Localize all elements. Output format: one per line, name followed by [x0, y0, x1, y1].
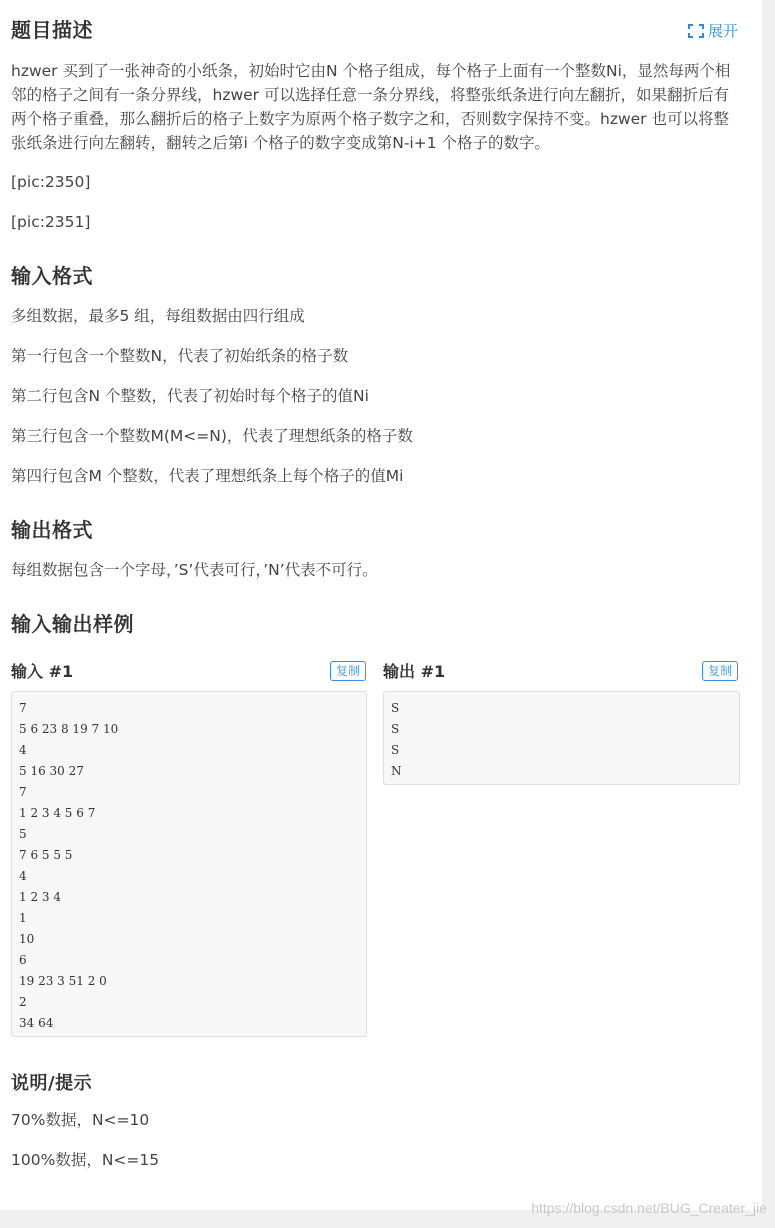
- watermark: https://blog.csdn.net/BUG_Creater_jie: [531, 1200, 767, 1216]
- input-line: 7: [19, 785, 27, 799]
- sample-output-box[interactable]: [383, 691, 740, 785]
- input-line: 4: [19, 743, 27, 757]
- input-line: 1 2 3 4 5 6 7: [19, 806, 96, 820]
- input-format-line-3: 第二行包含N 个整数，代表了初始时每个格子的值Ni: [11, 387, 369, 405]
- hint-line-1: 70%数据，N<=10: [11, 1111, 150, 1129]
- input-format-title: 输入格式: [11, 264, 93, 288]
- hints-title: 说明/提示: [11, 1073, 93, 1094]
- copy-output-button[interactable]: 复制: [702, 661, 738, 681]
- input-line: 19 23 3 51 2 0: [19, 974, 107, 988]
- input-line: 5 6 23 8 19 7 10: [19, 722, 119, 736]
- input-line: 5 16 30 27: [19, 764, 84, 778]
- input-line: 34 64: [19, 1016, 54, 1030]
- sample-input-box[interactable]: [11, 691, 367, 1037]
- input-format-line-4: 第三行包含一个整数M(M<=N)，代表了理想纸条的格子数: [11, 427, 413, 445]
- output-line: S: [391, 722, 400, 736]
- output-line: S: [391, 701, 400, 715]
- description-title: 题目描述: [11, 18, 93, 42]
- input-format-line-5: 第四行包含M 个整数，代表了理想纸条上每个格子的值Mi: [11, 467, 404, 485]
- description-paragraph: hzwer 买到了一张神奇的小纸条，初始时它由N 个格子组成，每个格子上面有一个整数Ni，显然每两个相邻的格子之间有一条分界线，hzwer 可以选择任意一条分界线，将整张纸条进行向左翻折，如果翻折后有两个格子重叠，那么翻折后的格子上数字为原两个格子数字之和，否则数字保持不变。hzwer 也可以将整张纸条进行向左翻转，翻转之后第i 个格子的数字变成第N-i+1 个格子的数字。: [11, 62, 731, 152]
- input-format-line-2: 第一行包含一个整数N，代表了初始纸条的格子数: [11, 347, 349, 365]
- input-format-line-1: 多组数据，最多5 组，每组数据由四行组成: [11, 307, 305, 325]
- sample-input-label: 输入 #1: [11, 662, 74, 681]
- hint-line-2: 100%数据，N<=15: [11, 1151, 160, 1169]
- output-line: N: [391, 764, 402, 778]
- sample-output-label: 输出 #1: [383, 662, 446, 681]
- pic-placeholder-1: [pic:2350]: [11, 173, 91, 191]
- input-line: 5: [19, 827, 27, 841]
- input-line: 6: [19, 953, 27, 967]
- input-line: 2: [19, 995, 27, 1009]
- expand-button[interactable]: [688, 20, 738, 41]
- expand-icon: [688, 24, 704, 38]
- output-format-line: 每组数据包含一个字母，’S’代表可行，’N’代表不可行。: [11, 561, 378, 579]
- input-line: 10: [19, 932, 35, 946]
- output-line: S: [391, 743, 400, 757]
- input-line: 7 6 5 5 5: [19, 848, 73, 862]
- output-format-title: 输出格式: [11, 518, 93, 542]
- input-line: 1 2 3 4: [19, 890, 61, 904]
- copy-input-button[interactable]: 复制: [330, 661, 366, 681]
- expand-label: 展开: [708, 22, 739, 40]
- pic-placeholder-2: [pic:2351]: [11, 213, 91, 231]
- input-line: 4: [19, 869, 27, 883]
- samples-title: 输入输出样例: [11, 612, 134, 636]
- input-line: 7: [19, 701, 27, 715]
- input-line: 1: [19, 911, 27, 925]
